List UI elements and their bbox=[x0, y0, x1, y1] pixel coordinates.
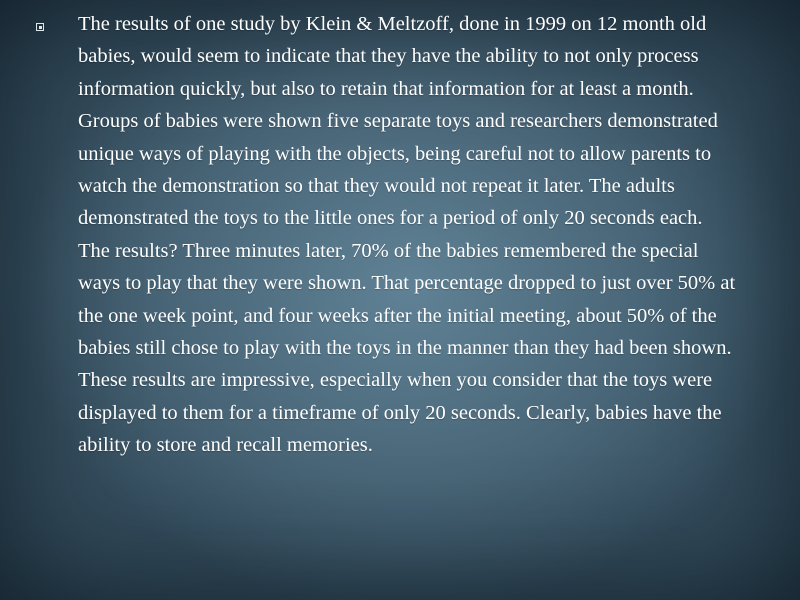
square-bullet-icon bbox=[36, 23, 44, 31]
bullet-text: The results of one study by Klein & Meltzoff, done in 1999 on 12 month old babies, would seem to indicate that they have the ability to not only process information quickly, but also to retain that information for at least a month. Groups of babies were shown five separate toys and researchers demonstrated unique ways of playing with the objects, being careful not to allow parents to watch the demonstration so that they would not repeat it later. The adults demonstrated the toys to the little ones for a period of only 20 seconds each. The results? Three minutes later, 70% of the babies remembered the special ways to play that they were shown. That percentage dropped to just over 50% at the one week point, and four weeks after the initial meeting, about 50% of the babies still chose to play with the toys in the manner than they had been shown. These results are impressive, especially when you consider that the toys were displayed to them for a timeframe of only 20 seconds. Clearly, babies have the ability to store and recall memories. bbox=[78, 13, 736, 457]
bullet-item bbox=[36, 8, 736, 462]
